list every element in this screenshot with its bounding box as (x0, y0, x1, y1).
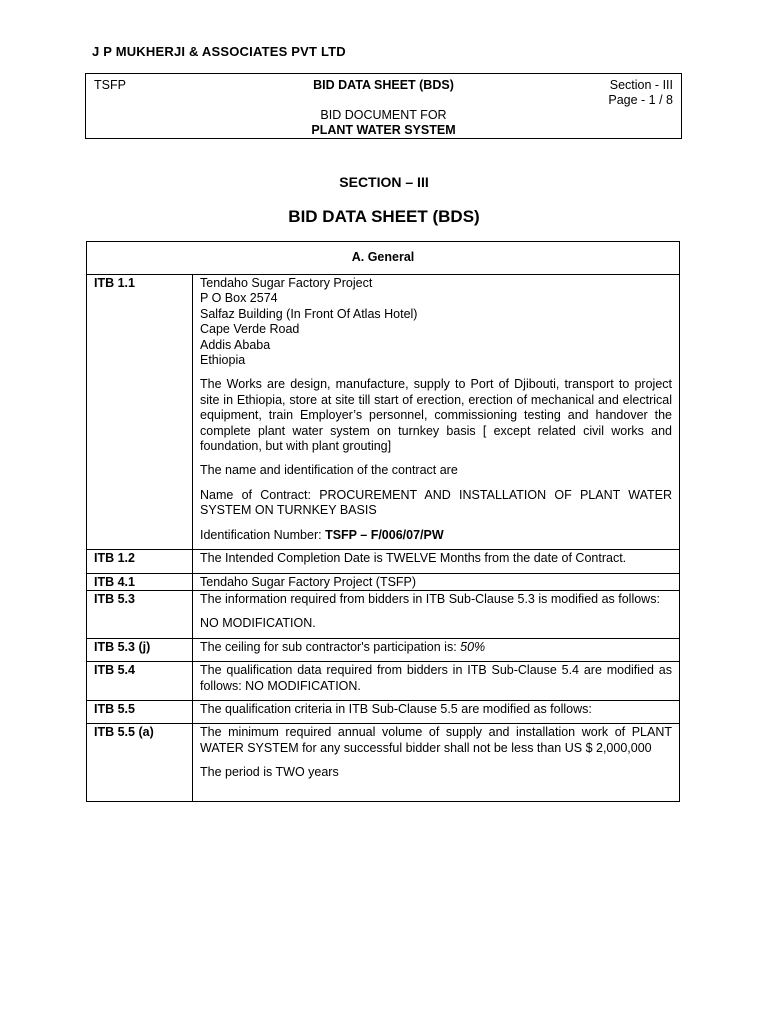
table-row (87, 700, 680, 723)
row-text: The information required from bidders in ITB Sub-Clause 5.3 is modified as follows: (200, 591, 660, 606)
table-row (87, 573, 680, 590)
header-right (608, 78, 673, 108)
row-text: The period is TWO years (200, 765, 339, 780)
bid-data-table (86, 241, 680, 802)
table-row (87, 550, 680, 573)
header-project-code: TSFP (94, 78, 126, 92)
identification-number (200, 528, 672, 543)
main-title: BID DATA SHEET (BDS) (288, 207, 480, 226)
row-code: ITB 4.1 (87, 573, 193, 590)
header-doc-for: BID DOCUMENT FOR (320, 108, 447, 122)
table-row (87, 662, 680, 701)
row-content: The Intended Completion Date is TWELVE Months from the date of Contract. (193, 550, 680, 573)
row-code: ITB 5.3 (87, 590, 193, 638)
address-line: Ethiopia (200, 353, 246, 368)
row-code: ITB 5.5 (a) (87, 724, 193, 802)
id-value: TSFP – F/006/07/PW (325, 527, 444, 542)
row-content (193, 275, 680, 550)
row-code: ITB 1.2 (87, 550, 193, 573)
table-row (87, 242, 680, 275)
table-row (87, 275, 680, 550)
ceiling-value: 50% (460, 639, 486, 654)
row-content (193, 590, 680, 638)
general-heading: A. General (87, 242, 680, 275)
address-line: Tendaho Sugar Factory Project (200, 276, 373, 290)
works-description: The Works are design, manufacture, supply to Port of Djibouti, transport to project site in Ethiopia, store at site till start of erection, erection of mechanical and electrical equipment, train Employer’s personnel, commissioning testing and handover the complete plant water system on turnkey basis [ except related civil works and foundation, but with plant grouting] (200, 377, 672, 454)
header-center (86, 78, 681, 138)
contract-name: Name of Contract: PROCUREMENT AND INSTALLATION OF PLANT WATER SYSTEM ON TURNKEY BASIS (200, 487, 672, 518)
row-content: Tendaho Sugar Factory Project (TSFP) (193, 573, 680, 590)
address-line: Cape Verde Road (200, 322, 300, 337)
row-content: The qualification criteria in ITB Sub-Clause 5.5 are modified as follows: (193, 700, 680, 723)
header-section: Section - III (609, 78, 673, 92)
name-ident-text: The name and identification of the contract are (200, 463, 458, 478)
row-text: NO MODIFICATION. (200, 616, 316, 631)
document-header (85, 73, 682, 139)
table-row (87, 590, 680, 638)
id-label: Identification Number: (200, 527, 322, 542)
address-line: Salfaz Building (In Front Of Atlas Hotel) (200, 306, 418, 321)
row-code: ITB 5.4 (87, 662, 193, 701)
row-code: ITB 5.3 (j) (87, 638, 193, 661)
table-row (87, 724, 680, 802)
address-line: P O Box 2574 (200, 291, 278, 306)
row-text: The minimum required annual volume of supply and installation work of PLANT WATER SYSTEM for any successful bidder shall not be less than US $ 2,000,000 (200, 725, 672, 755)
row-text: The ceiling for sub contractor's participation is: (200, 639, 457, 654)
row-content: The qualification data required from bidders in ITB Sub-Clause 5.4 are modified as follows: NO MODIFICATION. (193, 662, 680, 701)
table-row (87, 638, 680, 661)
company-name: J P MUKHERJI & ASSOCIATES PVT LTD (92, 44, 346, 59)
header-doc-name: PLANT WATER SYSTEM (311, 123, 456, 137)
row-content (193, 638, 680, 661)
row-content (193, 724, 680, 802)
header-page: Page - 1 / 8 (608, 93, 673, 107)
header-title: BID DATA SHEET (BDS) (313, 78, 454, 92)
row-code: ITB 5.5 (87, 700, 193, 723)
row-code: ITB 1.1 (87, 275, 193, 550)
address-line: Addis Ababa (200, 337, 271, 352)
section-title: SECTION – III (339, 174, 429, 190)
